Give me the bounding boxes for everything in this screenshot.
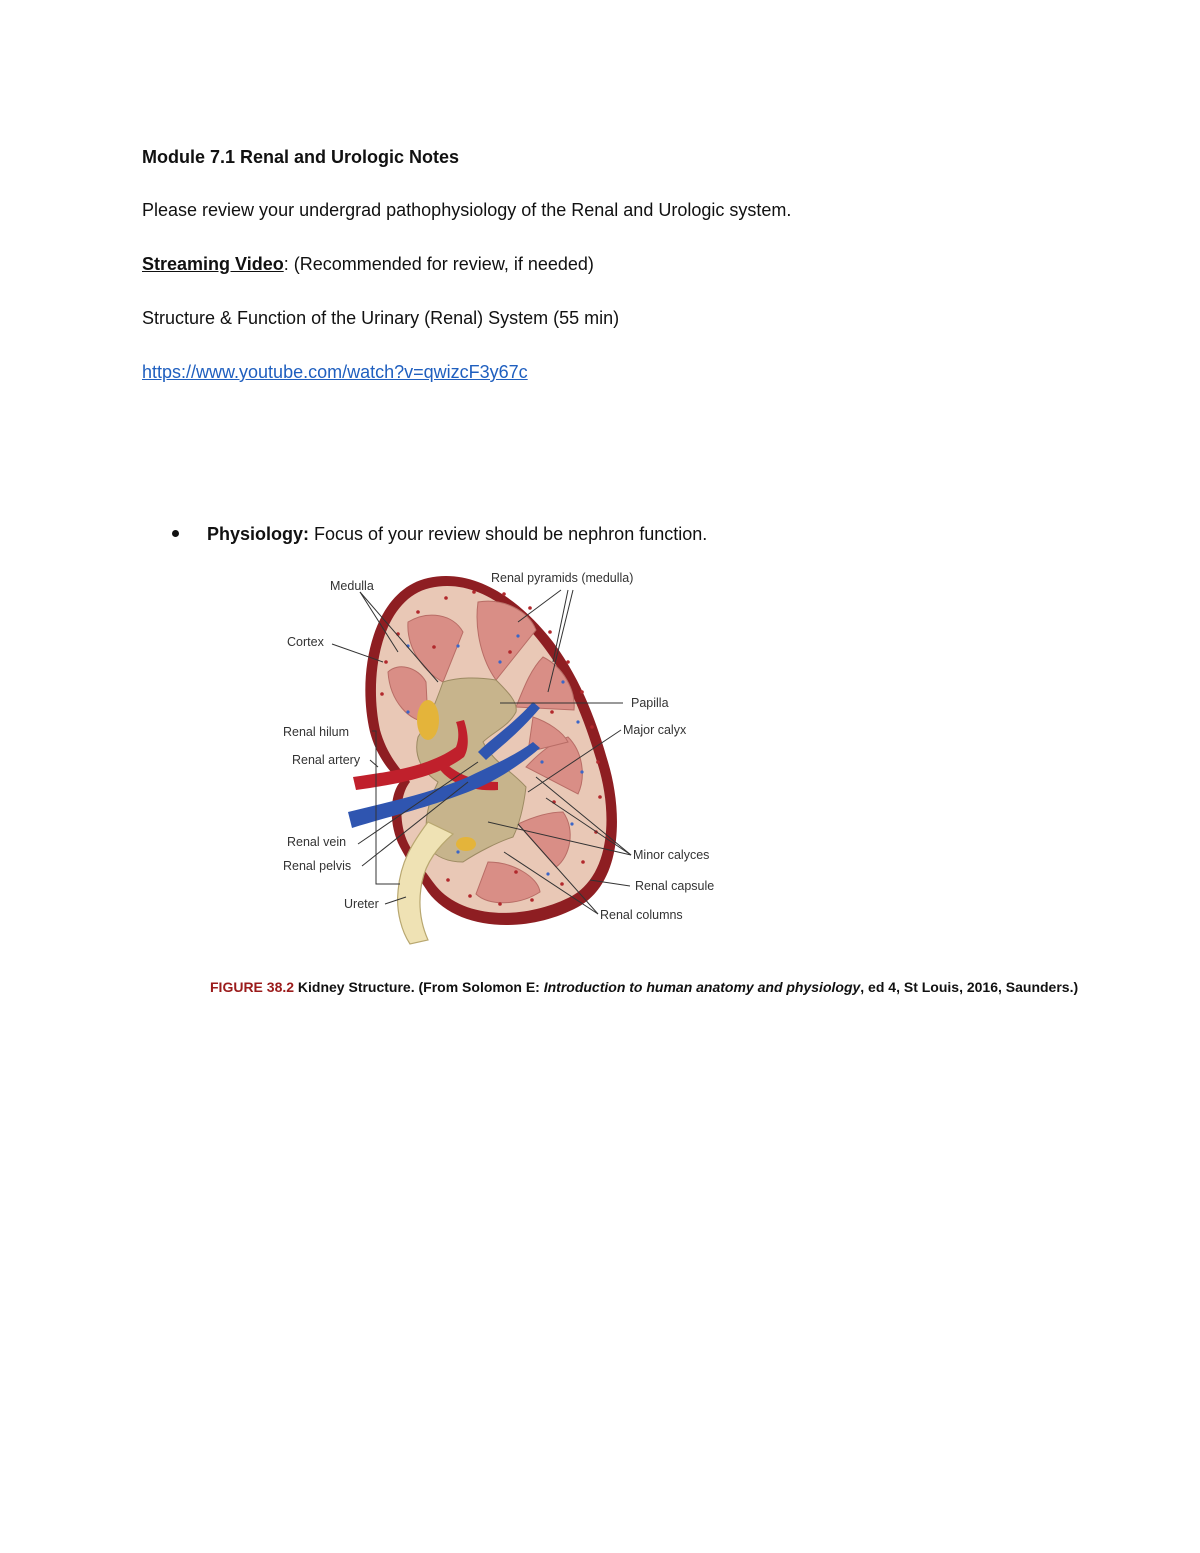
label-renal-pyramids: Renal pyramids (medulla) <box>491 571 634 585</box>
physiology-bullet <box>172 523 707 545</box>
document-title: Module 7.1 Renal and Urologic Notes <box>142 147 460 167</box>
kidney-diagram <box>278 562 738 957</box>
label-renal-capsule: Renal capsule <box>635 879 715 893</box>
streaming-video-line <box>142 253 594 275</box>
figure-caption <box>210 978 1090 996</box>
renal-fat-shape-2 <box>456 837 476 851</box>
video-title: Structure & Function of the Urinary (Renal) System (55 min) <box>142 308 620 328</box>
renal-fat-shape <box>417 700 439 740</box>
figure-number: FIGURE 38.2 <box>210 979 295 995</box>
caption-text-before: Kidney Structure. (From Solomon E: <box>294 979 544 995</box>
intro-paragraph: Please review your undergrad pathophysiology of the Renal and Urologic system. <box>142 200 792 220</box>
kidney-figure <box>278 562 738 957</box>
caption-book-title: Introduction to human anatomy and physiology <box>543 979 861 995</box>
caption-text-after: , ed 4, St Louis, 2016, Saunders.) <box>860 979 1079 995</box>
streaming-video-label: Streaming Video <box>142 254 284 274</box>
label-major-calyx: Major calyx <box>623 723 687 737</box>
label-renal-vein: Renal vein <box>287 835 347 849</box>
label-papilla: Papilla <box>631 696 669 710</box>
video-link[interactable]: https://www.youtube.com/watch?v=qwizcF3y67c <box>142 362 528 382</box>
label-minor-calyces: Minor calyces <box>633 848 710 862</box>
bullet-text: Focus of your review should be nephron function. <box>309 524 708 544</box>
label-renal-columns: Renal columns <box>600 908 683 922</box>
label-renal-artery: Renal artery <box>292 753 361 767</box>
streaming-video-colon: : <box>283 254 289 274</box>
bullet-label: Physiology: <box>207 524 310 544</box>
label-cortex: Cortex <box>287 635 324 649</box>
label-medulla: Medulla <box>330 579 374 593</box>
label-renal-hilum: Renal hilum <box>283 725 350 739</box>
label-ureter: Ureter <box>344 897 379 911</box>
label-renal-pelvis: Renal pelvis <box>283 859 352 873</box>
streaming-video-note: (Recommended for review, if needed) <box>288 254 594 274</box>
bullet-icon <box>172 530 179 537</box>
